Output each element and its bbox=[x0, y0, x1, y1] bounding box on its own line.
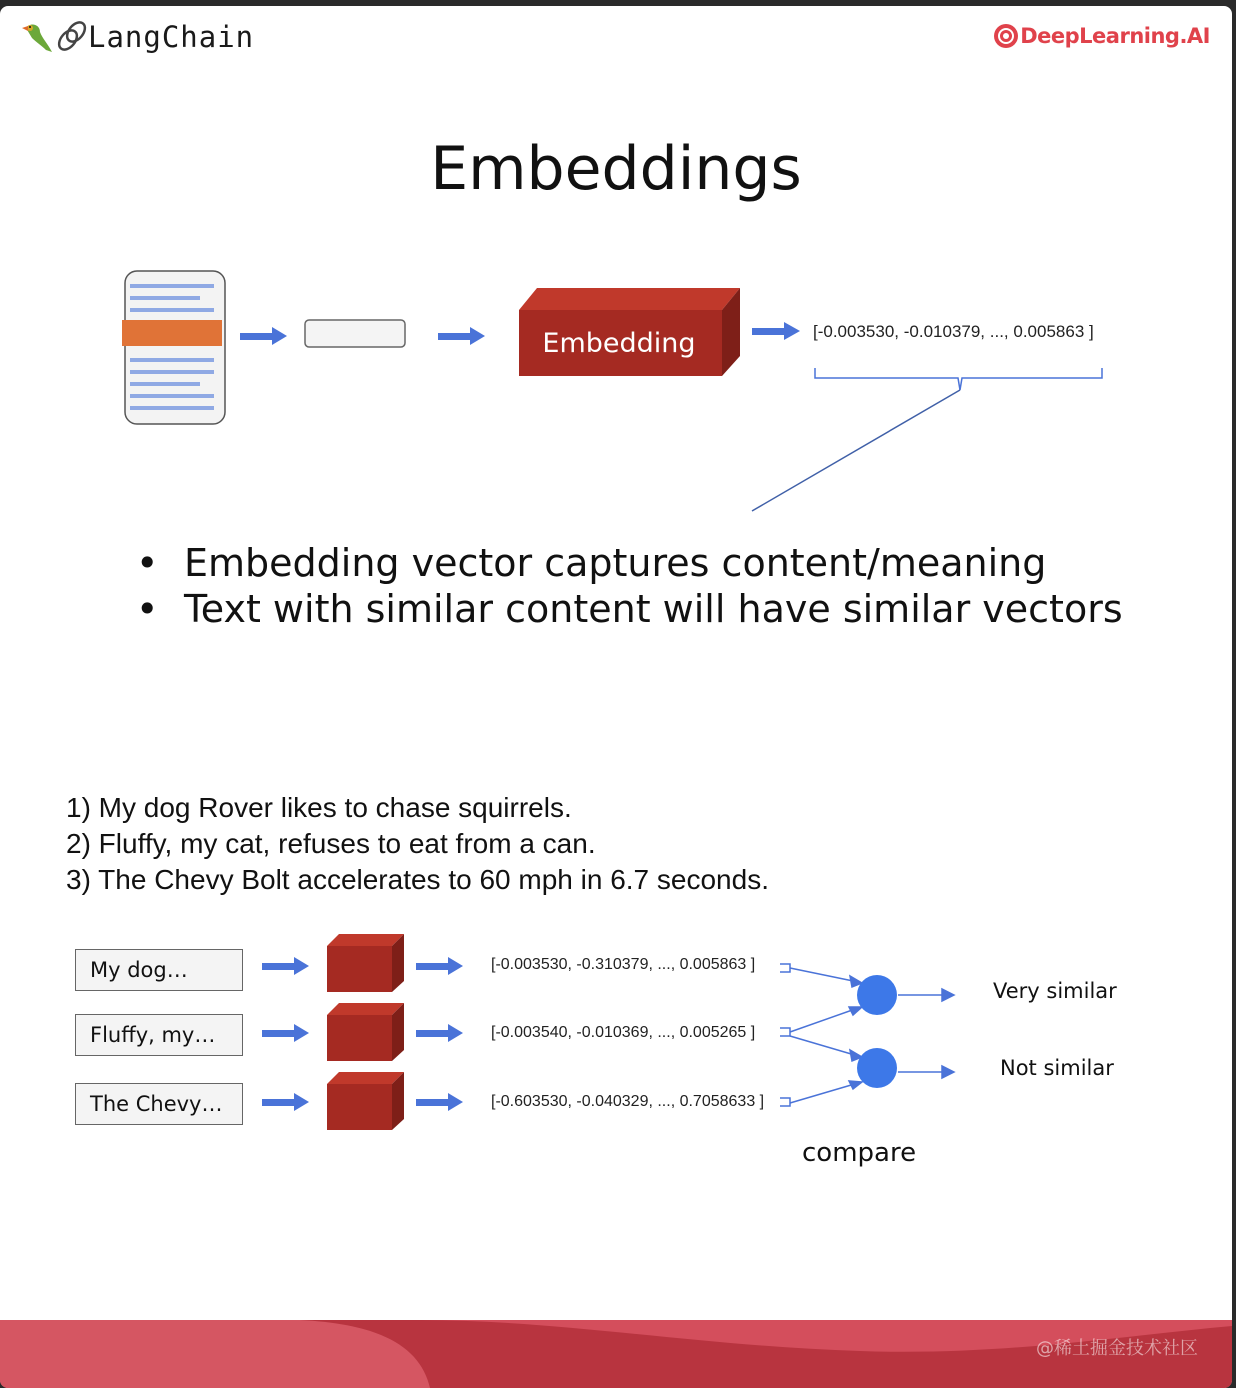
bullet-item bbox=[136, 586, 1123, 632]
embedding-cube bbox=[327, 1003, 404, 1061]
arrow-icon bbox=[262, 957, 309, 1111]
input-text-box: Fluffy, my… bbox=[75, 1014, 243, 1056]
sentence-item: 3) The Chevy Bolt accelerates to 60 mph in 6.7 seconds. bbox=[66, 864, 769, 895]
embedding-cube bbox=[327, 934, 404, 992]
arrow-icon bbox=[438, 327, 485, 345]
bullet-list bbox=[136, 540, 1123, 632]
arrow-icon bbox=[240, 327, 287, 345]
embedding-pipeline-diagram bbox=[0, 6, 1232, 526]
arrow-icon bbox=[752, 322, 800, 340]
bullet-text: Embedding vector captures content/meaning bbox=[184, 541, 1047, 585]
input-text-box: The Chevy… bbox=[75, 1083, 243, 1125]
example-sentences bbox=[66, 790, 769, 898]
bullet-dot: • bbox=[136, 587, 159, 631]
vector-text: [-0.603530, -0.040329, ..., 0.7058633 ] bbox=[491, 1093, 765, 1110]
text-chunk-box bbox=[305, 320, 405, 347]
result-very-similar: Very similar bbox=[993, 979, 1117, 1003]
result-not-similar: Not similar bbox=[1000, 1056, 1114, 1080]
input-text-box: My dog… bbox=[75, 949, 243, 991]
bullet-text: Text with similar content will have similar vectors bbox=[184, 587, 1123, 631]
vector-brackets bbox=[780, 964, 790, 1106]
sentence-item: 1) My dog Rover likes to chase squirrels. bbox=[66, 792, 572, 823]
bullet-dot: • bbox=[136, 541, 159, 585]
compare-circle bbox=[857, 1048, 897, 1088]
embedding-vector-text: [-0.003530, -0.010379, ..., 0.005863 ] bbox=[813, 322, 1094, 341]
langchain-wordmark: LangChain bbox=[88, 20, 255, 54]
embedding-model-label: Embedding bbox=[542, 328, 696, 359]
vector-text: [-0.003530, -0.310379, ..., 0.005863 ] bbox=[491, 956, 756, 973]
embedding-cube bbox=[327, 1072, 404, 1130]
sentence-item: 2) Fluffy, my cat, refuses to eat from a can. bbox=[66, 828, 596, 859]
compare-circle bbox=[857, 975, 897, 1015]
slide bbox=[0, 6, 1232, 1388]
slide-title: Embeddings bbox=[430, 134, 802, 204]
vector-text: [-0.003540, -0.010369, ..., 0.005265 ] bbox=[491, 1024, 756, 1041]
arrow-icon bbox=[416, 957, 463, 1111]
result-arrows bbox=[898, 989, 954, 1078]
watermark-text: @稀土掘金技术社区 bbox=[1036, 1338, 1198, 1359]
vector-brace bbox=[752, 368, 1102, 511]
compare-lines bbox=[790, 968, 862, 1103]
document-icon bbox=[122, 271, 225, 424]
bullet-item bbox=[136, 540, 1123, 586]
compare-label: compare bbox=[802, 1138, 917, 1168]
deeplearning-wordmark: DeepLearning.AI bbox=[1020, 24, 1210, 48]
